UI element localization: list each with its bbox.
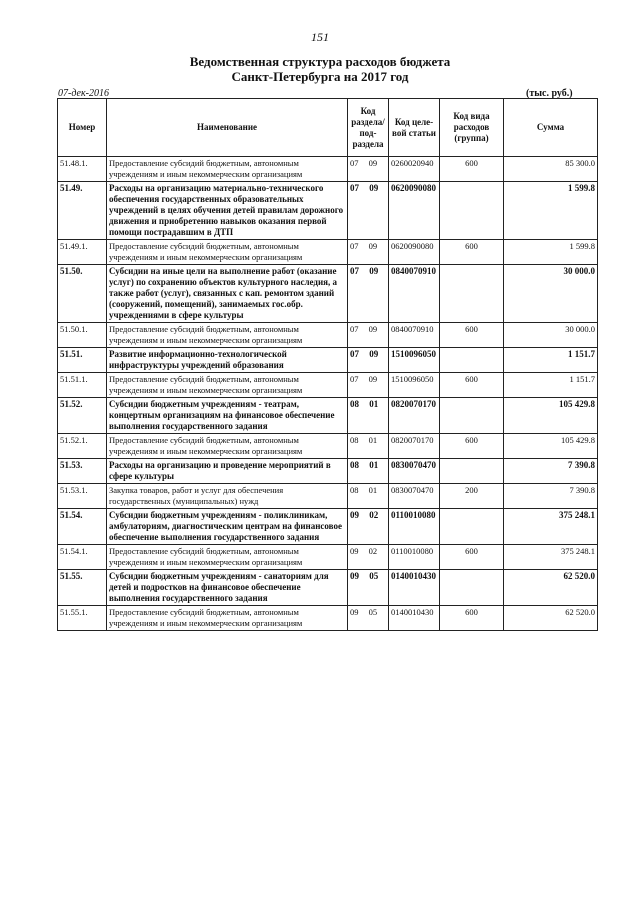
row-sum: 375 248.1: [504, 545, 598, 570]
table-row: [58, 265, 598, 323]
row-sum: 7 390.8: [504, 459, 598, 484]
document-title: [0, 54, 640, 84]
row-sum: 375 248.1: [504, 509, 598, 545]
row-expense-type: 600: [440, 434, 504, 459]
row-target-code: 0620090080: [389, 182, 440, 240]
row-name: Развитие информационно-технологической инфраструктуры учреждений образования: [107, 348, 348, 373]
row-sum: 85 300.0: [504, 157, 598, 182]
table-row: [58, 484, 598, 509]
row-expense-type: [440, 398, 504, 434]
row-sum: 1 599.8: [504, 182, 598, 240]
row-number: 51.48.1.: [58, 157, 107, 182]
row-target-code: 0140010430: [389, 570, 440, 606]
row-number: 51.50.: [58, 265, 107, 323]
row-section: 09 02: [348, 545, 389, 570]
row-expense-type: [440, 265, 504, 323]
row-sum: 1 151.7: [504, 373, 598, 398]
row-expense-type: 200: [440, 484, 504, 509]
header-section: Код раздела/ под- раздела: [348, 99, 389, 157]
row-section: 09 05: [348, 606, 389, 631]
row-expense-type: 600: [440, 323, 504, 348]
row-name: Предоставление субсидий бюджетным, автономным учреждениям и иным некоммерческим организациям: [107, 606, 348, 631]
table-row: [58, 182, 598, 240]
row-name: Субсидии бюджетным учреждениям - санаториям для детей и подростков на финансовое обеспечение выполнения государственного задания: [107, 570, 348, 606]
row-target-code: 0830070470: [389, 484, 440, 509]
row-sum: 105 429.8: [504, 398, 598, 434]
row-number: 51.49.1.: [58, 240, 107, 265]
header-expense-type: Код вида расходов (группа): [440, 99, 504, 157]
row-section: 08 01: [348, 459, 389, 484]
row-expense-type: 600: [440, 157, 504, 182]
row-sum: 1 151.7: [504, 348, 598, 373]
row-sum: 30 000.0: [504, 265, 598, 323]
table-row: [58, 459, 598, 484]
title-line-1: Ведомственная структура расходов бюджета: [189, 54, 451, 69]
row-target-code: 0260020940: [389, 157, 440, 182]
table-row: [58, 398, 598, 434]
row-number: 51.53.1.: [58, 484, 107, 509]
row-name: Субсидии бюджетным учреждениям - театрам, концертным организациям на финансовое обеспечение выполнения государственного задания: [107, 398, 348, 434]
row-number: 51.51.1.: [58, 373, 107, 398]
table-row: [58, 606, 598, 631]
row-name: Предоставление субсидий бюджетным, автономным учреждениям и иным некоммерческим организациям: [107, 157, 348, 182]
row-section: 07 09: [348, 157, 389, 182]
row-sum: 105 429.8: [504, 434, 598, 459]
row-expense-type: [440, 182, 504, 240]
budget-table: [57, 98, 598, 631]
row-section: 07 09: [348, 240, 389, 265]
row-expense-type: [440, 570, 504, 606]
units-label: (тыс. руб.): [526, 88, 573, 99]
row-target-code: 1510096050: [389, 348, 440, 373]
row-section: 08 01: [348, 484, 389, 509]
row-name: Расходы на организацию материально-технического обеспечения государственных образовательных учреждений в целях обучения детей правилам дорожного движения и приобретению навыков оказания первой помощи пострадавшим в ДТП: [107, 182, 348, 240]
row-number: 51.53.: [58, 459, 107, 484]
row-name: Субсидии бюджетным учреждениям - поликлиникам, амбулаториям, диагностическим центрам на финансовое обеспечение выполнения государственного задания: [107, 509, 348, 545]
row-expense-type: [440, 509, 504, 545]
row-expense-type: 600: [440, 240, 504, 265]
row-section: 07 09: [348, 323, 389, 348]
row-expense-type: 600: [440, 606, 504, 631]
table-row: [58, 157, 598, 182]
row-name: Расходы на организацию и проведение мероприятий в сфере культуры: [107, 459, 348, 484]
header-name: Наименование: [107, 99, 348, 157]
row-target-code: 1510096050: [389, 373, 440, 398]
row-section: 08 01: [348, 434, 389, 459]
row-target-code: 0840070910: [389, 323, 440, 348]
row-expense-type: 600: [440, 373, 504, 398]
header-sum: Сумма: [504, 99, 598, 157]
row-target-code: 0840070910: [389, 265, 440, 323]
row-expense-type: [440, 459, 504, 484]
row-name: Предоставление субсидий бюджетным, автономным учреждениям и иным некоммерческим организациям: [107, 323, 348, 348]
row-number: 51.54.: [58, 509, 107, 545]
page-number: 151: [311, 30, 329, 44]
header-number: Номер: [58, 99, 107, 157]
row-target-code: 0110010080: [389, 545, 440, 570]
table-row: [58, 348, 598, 373]
row-name: Предоставление субсидий бюджетным, автономным учреждениям и иным некоммерческим организациям: [107, 545, 348, 570]
row-section: 08 01: [348, 398, 389, 434]
table-row: [58, 509, 598, 545]
row-number: 51.55.: [58, 570, 107, 606]
table-row: [58, 545, 598, 570]
row-sum: 62 520.0: [504, 606, 598, 631]
row-section: 07 09: [348, 348, 389, 373]
table-row: [58, 373, 598, 398]
row-target-code: 0620090080: [389, 240, 440, 265]
row-expense-type: 600: [440, 545, 504, 570]
row-section: 09 02: [348, 509, 389, 545]
row-target-code: 0830070470: [389, 459, 440, 484]
row-sum: 7 390.8: [504, 484, 598, 509]
row-number: 51.49.: [58, 182, 107, 240]
row-target-code: 0820070170: [389, 434, 440, 459]
row-section: 07 09: [348, 182, 389, 240]
row-name: Субсидии на иные цели на выполнение работ (оказание услуг) по сохранению объектов культурного наследия, а также работ (услуг), связанных с кап. ремонтом зданий (сооружений, помещений), занимаемых гос.обр. учреждениями в сфере культуры: [107, 265, 348, 323]
row-number: 51.52.1.: [58, 434, 107, 459]
table-header-row: [58, 99, 598, 157]
row-section: 07 09: [348, 373, 389, 398]
row-number: 51.50.1.: [58, 323, 107, 348]
row-target-code: 0110010080: [389, 509, 440, 545]
row-target-code: 0140010430: [389, 606, 440, 631]
row-sum: 30 000.0: [504, 323, 598, 348]
row-name: Закупка товаров, работ и услуг для обеспечения государственных (муниципальных) нужд: [107, 484, 348, 509]
row-number: 51.51.: [58, 348, 107, 373]
row-sum: 62 520.0: [504, 570, 598, 606]
row-target-code: 0820070170: [389, 398, 440, 434]
row-section: 07 09: [348, 265, 389, 323]
row-name: Предоставление субсидий бюджетным, автономным учреждениям и иным некоммерческим организациям: [107, 240, 348, 265]
title-line-2: Санкт-Петербурга на 2017 год: [231, 69, 409, 84]
table-row: [58, 570, 598, 606]
table-row: [58, 323, 598, 348]
row-number: 51.55.1.: [58, 606, 107, 631]
table-row: [58, 434, 598, 459]
row-name: Предоставление субсидий бюджетным, автономным учреждениям и иным некоммерческим организациям: [107, 434, 348, 459]
row-number: 51.54.1.: [58, 545, 107, 570]
row-name: Предоставление субсидий бюджетным, автономным учреждениям и иным некоммерческим организациям: [107, 373, 348, 398]
row-number: 51.52.: [58, 398, 107, 434]
header-target: Код целе- вой статьи: [389, 99, 440, 157]
row-sum: 1 599.8: [504, 240, 598, 265]
row-expense-type: [440, 348, 504, 373]
row-section: 09 05: [348, 570, 389, 606]
table-row: [58, 240, 598, 265]
document-date: 07-дек-2016: [58, 88, 109, 99]
